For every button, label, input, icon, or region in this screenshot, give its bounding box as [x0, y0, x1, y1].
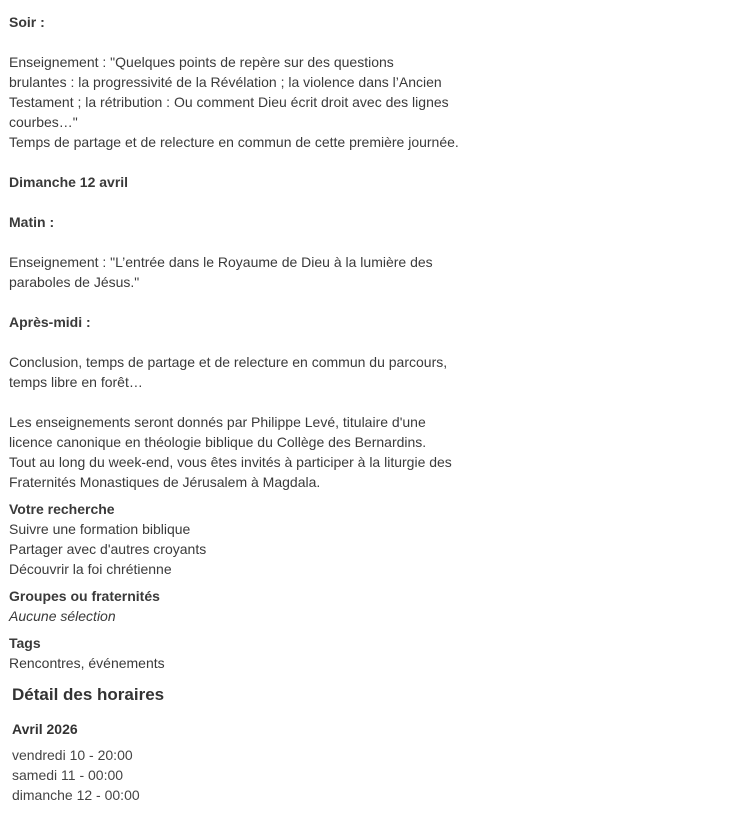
tags-value: Rencontres, événements — [9, 655, 165, 671]
dimanche-heading: Dimanche 12 avril — [9, 174, 129, 190]
soir-text-line: Testament ; la rétribution : Ou comment Dieu écrit droit avec des lignes — [9, 94, 449, 110]
horaire-slot: samedi 11 - 00:00 — [12, 767, 124, 783]
apres-midi-text-line: temps libre en forêt… — [9, 374, 143, 390]
soir-text-line: Enseignement : "Quelques points de repère sur des questions — [9, 54, 394, 70]
note-line: Fraternités Monastiques de Jérusalem à Magdala. — [9, 474, 321, 490]
soir-text-line: brulantes : la progressivité de la Révélation ; la violence dans l’Ancien — [9, 74, 442, 90]
groupes-title: Groupes ou fraternités — [9, 588, 160, 604]
tags-section — [9, 633, 479, 673]
horaires-month: Avril 2026 — [12, 721, 78, 737]
note-line: Tout au long du week-end, vous êtes invités à participer à la liturgie des — [9, 454, 452, 470]
horaire-slot: vendredi 10 - 20:00 — [12, 747, 133, 763]
apres-midi-text-line: Conclusion, temps de partage et de relecture en commun du parcours, — [9, 354, 448, 370]
recherche-title: Votre recherche — [9, 501, 115, 517]
horaires-title: Détail des horaires — [12, 685, 165, 704]
note-line: licence canonique en théologie biblique du Collège des Bernardins. — [9, 434, 427, 450]
apres-midi-label: Après-midi : — [9, 314, 91, 330]
horaires-section — [12, 683, 479, 805]
matin-label: Matin : — [9, 214, 55, 230]
recherche-section — [9, 499, 479, 579]
matin-text-line: paraboles de Jésus." — [9, 274, 140, 290]
groupes-section — [9, 586, 479, 626]
groupes-value: Aucune sélection — [9, 608, 116, 624]
note-line: Les enseignements seront donnés par Philippe Levé, titulaire d'une — [9, 414, 426, 430]
tags-title: Tags — [9, 635, 41, 651]
soir-label: Soir : — [9, 14, 45, 30]
horaire-slot: dimanche 12 - 00:00 — [12, 787, 140, 803]
soir-text-line: Temps de partage et de relecture en commun de cette première journée. — [9, 134, 459, 150]
recherche-item: Suivre une formation biblique — [9, 521, 191, 537]
soir-text-line: courbes…" — [9, 114, 78, 130]
recherche-item: Découvrir la foi chrétienne — [9, 561, 172, 577]
recherche-item: Partager avec d'autres croyants — [9, 541, 207, 557]
matin-text-line: Enseignement : "L’entrée dans le Royaume de Dieu à la lumière des — [9, 254, 433, 270]
